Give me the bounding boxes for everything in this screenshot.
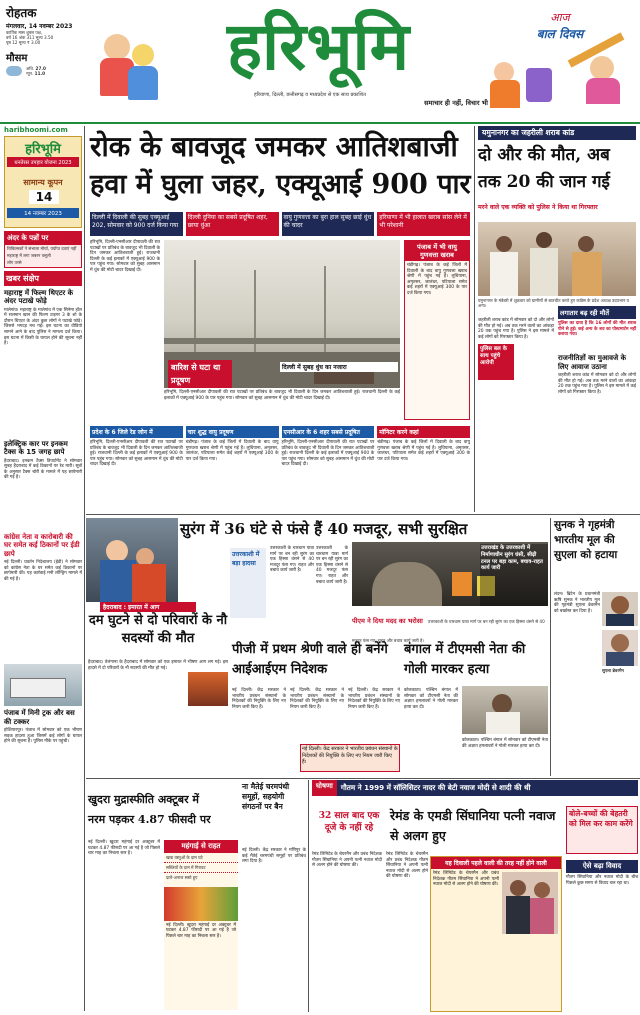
sunak-divider	[550, 518, 551, 776]
row-2-divider	[86, 514, 640, 515]
inflation-headline-line-2: नरम पड़कर 4.87 फीसदी पर	[88, 813, 211, 826]
left-column	[4, 126, 82, 1011]
lead-subheads	[90, 212, 470, 236]
vegetables-photo	[164, 887, 238, 921]
accident-body: होशियारपुर। पंजाब में सोमवार को एक भीषण सड़क हादसा हुआ जिसमें कई लोगों के घायल होने की सूचना है। पुलिस मौके पर पहुंची।	[4, 728, 82, 745]
promo-date: 14 नवम्बर 2023	[7, 208, 79, 218]
brief-1-body: मालेगांव। महाराष्ट्र के मालेगांव में एक सिनेमा हॉल में सलमान खान की फिल्म टाइगर 3 के शो के दौरान थिएटर के अंदर कुछ लोगों ने पटाखे फोड़े। जिससे भगदड़ मच गई। इस घटना का वीडियो सामने आने के बाद पुलिस ने मामला दर्ज किया। इस घटना में किसी के घायल होने की सूचना नहीं है।	[4, 307, 82, 347]
lead-caption-text: हरिभूमि, दिल्ली-एनसीआर दीपावली की रात पटाखों पर प्रतिबंध के बावजूद भी दिवाली के दिन जमकर आतिशबाजी हुई। राजधानी दिल्ली के कई इलाकों में एक्यूआई 900 के पार पहुंच गया। सोमवार को सुबह आसमान में धुंध की मोटी चादर दिखाई दी।	[164, 390, 400, 401]
masthead-divider	[0, 122, 640, 124]
strip-body-1: हरिभूमि, दिल्ली-एनसीआर दीपावली की रात पटाखों पर प्रतिबंध के बावजूद भी दिवाली के दिन जमकर आतिशबाजी हुई। राजधानी दिल्ली के कई इलाकों में एक्यूआई 900 के पार पहुंच गया। सोमवार को सुबह आसमान में धुंध की मोटी चादर दिखाई दी।	[90, 440, 183, 468]
tunnel-photo-label: उत्तराखंड के उत्तरकाशी में निर्माणाधीन सुरंग धंसी, सीढ़ी टनल पर बड़ा काम, बचाव-राहत कार्य जारी	[480, 544, 548, 606]
lead-headline-line-2[interactable]: हवा में घुला जहर, एक्यूआई 900 पार	[90, 169, 471, 200]
lead-subhead-2: दिल्ली दुनिया का सबसे प्रदूषित शहर, छाया धुंआ	[186, 212, 279, 236]
suella-photo	[602, 630, 638, 666]
index-item[interactable]: महाराष्ट्र में लगा जबरन वसूली	[7, 253, 51, 259]
punjab-box-title[interactable]: पंजाब में भी वायु गुणवत्ता खराब	[405, 241, 469, 261]
hooch-photo	[478, 222, 636, 296]
sunak-photo	[602, 592, 638, 626]
brief-1-headline[interactable]: महाराष्ट्र में फिल्म थिएटर के अंदर पटाखे फोड़े	[4, 288, 74, 306]
bal-body: गौतम सिंघानिया और नवाज मोदी के बीच पिछले कुछ समय से विवाद चल रहा था।	[566, 875, 638, 886]
hooch-side-head-2: राजनीतिज्ञों का मुआवजे के लिए आवाज उठाना	[558, 354, 626, 371]
bengal-body: कोलकाता। पश्चिम बंगाल में सोमवार को टीएमसी नेता की अज्ञात हमलावरों ने गोली मारकर हत्या कर दी।	[404, 688, 458, 710]
manipur-headline[interactable]: ना मैतेई चरमपंथी समूहों, सहयोगी संगठनों पर बैन	[242, 782, 290, 811]
row-3-divider	[86, 778, 640, 779]
temp-min: 11.0	[34, 70, 46, 76]
misc-info-2: वर्ष 16 अंक 311 मूल्य 3.50	[6, 35, 54, 41]
lead-strip-col-3	[282, 426, 375, 512]
tunnel-body-2: उत्तरकाशी के चारधाम यात्रा मार्ग पर बन रही सुरंग का एक हिस्सा धंसने से 40 मजदूर फंस गए। राहत और बचाव कार्य जारी है।	[316, 546, 348, 585]
lead-strip-col-2	[186, 426, 279, 512]
left-col-divider	[84, 126, 85, 1011]
promo-box	[4, 136, 82, 228]
hooch-subhead: मरने वाले एक व्यक्ति को पुलिस ने किया था गिरफ्तार	[478, 204, 598, 211]
childrens-day-line-1: आज	[550, 11, 570, 24]
manipur-body: नई दिल्ली। केंद्र सरकार ने मणिपुर के कई मैतेई चरमपंथी समूहों पर प्रतिबंध लगा दिया है।	[242, 848, 306, 865]
bal-headline[interactable]: बोले-बच्चों की बेहतरी को मिल कर काम करेंगे	[569, 809, 633, 828]
raymond-body-1: रेमंड लिमिटेड के चेयरमैन और प्रबंध निदेशक गौतम सिंघानिया ने अपनी पत्नी नवाज मोदी से अलग होने की घोषणा की।	[312, 852, 382, 869]
hooch-side-head: लगातार बढ़ रही मौतें	[558, 306, 636, 319]
kids-illustration-right	[488, 58, 560, 110]
tunnel-side-label-text: उत्तरकाशी में बड़ा हादसा	[232, 551, 260, 567]
hooch-body: जहरीली शराब कांड में सोमवार को दो और लोगों की मौत हो गई। अब तक मरने वालों का आंकड़ा 20 तक पहुंच गया है। पुलिस ने इस मामले में कई लोगों को गिरफ्तार किया है।	[478, 318, 554, 340]
punjab-box	[404, 240, 470, 420]
lead-headline	[90, 128, 470, 210]
inflation-box-body: नई दिल्ली। खुदरा महंगाई दर अक्टूबर में घटकर 4.87 फीसदी पर आ गई है जो पिछले चार माह का निचला स्तर है।	[166, 922, 236, 939]
pg-note-box: नई दिल्ली। केंद्र सरकार ने भारतीय प्रबंधन संस्थानों के निदेशकों की नियुक्ति के लिए नए नियम जारी किए हैं।	[300, 744, 400, 772]
gautam-strip-headline[interactable]: गौतम ने 1999 में सॉलिसिटर नादर की बेटी नवाज मोदी से शादी की थी	[340, 783, 531, 792]
hooch-side-body-2: जहरीली शराब कांड में सोमवार को दो और लोगों की मौत हो गई। अब तक मरने वालों का आंकड़ा 20 तक पहुंच गया है। पुलिस ने इस मामले में कई लोगों को गिरफ्तार किया है।	[558, 373, 636, 395]
misc-info-3: पृष्ठ 12 मूल्य ₹ 3.00	[6, 40, 41, 46]
promo-coupon: सामान्य कूपन	[23, 178, 63, 187]
gautam-tag: घोषणा	[312, 780, 337, 796]
promo-title: हरिभूमि	[25, 142, 61, 157]
accident-headline[interactable]: पंजाब में मिनी ट्रक और बस की टक्कर	[4, 709, 75, 726]
raymond-quote-box	[430, 856, 562, 1012]
bottom-col-divider	[308, 780, 309, 1012]
lead-strip-col-1	[90, 426, 183, 512]
index-item[interactable]: चिकित्सकों ने संभाला मोर्चा, पर्याप्त दवाएं नहीं	[7, 246, 77, 251]
temp-max-label: अधि.	[26, 65, 35, 71]
brief-3-headline[interactable]: कांग्रेस नेता व कारोबारी की घर समेत कई ठिकानों पर ईडी छापे	[4, 532, 80, 558]
childrens-day-line-2: बाल दिवस	[536, 27, 584, 41]
playground-illustration	[560, 36, 638, 106]
punjab-box-body: चंडीगढ़। पंजाब के कई जिलों में दिवाली के बाद वायु गुणवत्ता खराब श्रेणी में पहुंच गई है। लुधियाना, अमृतसर, जालंधर, पटियाला समेत कई शहरों में एक्यूआई 300 के पार दर्ज किया गया।	[407, 263, 467, 296]
news-brief-title: खबर संक्षेप	[4, 271, 82, 286]
hyderabad-body: हैदराबाद। तेलंगाना के हैदराबाद में सोमवार को एक इमारत में भीषण आग लग गई। इस हादसे में दो परिवारों के नौ सदस्यों की मौत हो गई।	[88, 660, 228, 671]
bengal-photo	[462, 686, 548, 734]
bal-dispute-box	[566, 860, 638, 1012]
raymond-headline[interactable]: रेमंड के एमडी सिंघानिया पत्नी नवाज से अलग हुए	[390, 808, 556, 843]
inflation-box-item: दालें-अनाज सस्ते हुए	[166, 875, 198, 881]
lead-subhead-4: हरियाणा में भी हालात खराब सांस लेने में भी परेशानी	[377, 212, 470, 236]
raymond-quote-body: रेमंड लिमिटेड के चेयरमैन और प्रबंध निदेशक गौतम सिंघानिया ने अपनी पत्नी नवाज मोदी से अलग होने की घोषणा की।	[433, 871, 499, 888]
lead-strip	[90, 426, 470, 512]
sunak-body: लंदन। ब्रिटेन के प्रधानमंत्री ऋषि सुनक ने भारतीय मूल की गृहमंत्री सुएला ब्रेवरमैन को बर्खास्त कर दिया है।	[554, 592, 600, 614]
brief-2-headline[interactable]: इलेक्ट्रिक कार पर इनकम टैक्स के 15 जगह छापे	[4, 439, 68, 457]
kids-illustration-left	[92, 30, 162, 110]
pg-body-2: नई दिल्ली। केंद्र सरकार ने भारतीय प्रबंधन संस्थानों के निदेशकों की नियुक्ति के लिए नए नियम जारी किए हैं।	[290, 688, 344, 710]
index-title: अंदर के पन्नों पर	[5, 232, 81, 245]
weather-label: मौसम	[6, 52, 28, 64]
pg-body-1: नई दिल्ली। केंद्र सरकार ने भारतीय प्रबंधन संस्थानों के निदेशकों की नियुक्ति के लिए नए नियम जारी किए हैं।	[232, 688, 286, 710]
strip-title-2: चार शुद्ध वायु प्रदूषण	[186, 426, 279, 438]
gautam-side-headline: 32 साल बाद एक दूजे के नहीं रहे	[318, 811, 380, 833]
temp-min-label: न्यून.	[26, 70, 34, 76]
lead-photo-caption: दिल्ली में सुबह धुंध का नजारा	[280, 362, 398, 372]
strip-title-3: एनसीआर के 6 शहर सबसे प्रदूषित	[282, 426, 375, 438]
hooch-side-body: पुलिस का दावा है कि 16 लोगों की मौत शराब पीने से हुई। कई अन्य के शव का पोस्टमार्टम नहीं कराया गया।	[558, 321, 636, 338]
tunnel-caption-title: पीएम ने दिया मदद का भरोसा	[352, 617, 423, 625]
index-box	[4, 231, 82, 268]
hyderabad-headline[interactable]: दम घुटने से दो परिवारों के नौ सदस्यों की मौत	[88, 613, 228, 646]
brief-3-body: नई दिल्ली। प्रवर्तन निदेशालय (ईडी) ने सोमवार को कांग्रेस नेता के घर समेत कई ठिकानों पर छापेमारी की। यह कार्रवाई मनी लॉन्ड्रिंग मामले में की गई है।	[4, 560, 82, 582]
bus-accident-photo	[4, 664, 82, 706]
lead-headline-line-1[interactable]: रोक के बावजूद जमकर आतिशबाजी	[90, 130, 458, 163]
lead-inset-label: बारिश से घटा था प्रदूषण	[168, 360, 232, 388]
inflation-headline-line-1: खुदरा मुद्रास्फीति अक्टूबर में	[88, 793, 199, 806]
strip-body-2: चंडीगढ़। पंजाब के कई जिलों में दिवाली के बाद वायु गुणवत्ता खराब श्रेणी में पहुंच गई है। लुधियाना, अमृतसर, जालंधर, पटियाला समेत कई शहरों में एक्यूआई 300 के पार दर्ज किया गया।	[185, 440, 279, 462]
tunnel-body-1: उत्तरकाशी के चारधाम यात्रा मार्ग पर बन रही सुरंग का एक हिस्सा धंसने से 40 मजदूर फंस गए। राहत और बचाव कार्य जारी है।	[270, 546, 314, 574]
singhania-couple-photo	[502, 872, 558, 934]
hyderabad-tag: हैदराबाद : इमारत में आग	[100, 602, 196, 612]
lead-strip-col-4	[377, 426, 470, 512]
cloud-icon	[6, 66, 22, 76]
bengal-body-2: कोलकाता। पश्चिम बंगाल में सोमवार को टीएमसी नेता की अज्ञात हमलावरों ने गोली मारकर हत्या कर दी।	[462, 738, 548, 749]
tunnel-side-label	[230, 548, 266, 618]
site-url[interactable]: haribhoomi.com	[4, 126, 68, 134]
temp-max: 27.0	[35, 65, 46, 71]
hooch-caption: यमुनानगर के मंडेबरी में शुक्रवार को ग्रामीणों से बातचीत करते हुए कांग्रेस के प्रदेश अध्यक्ष उदयभान व अन्य।	[478, 298, 629, 309]
inflation-box-title: महंगाई से राहत	[164, 840, 238, 853]
inflation-box	[164, 840, 238, 1010]
hooch-kicker: यमुनानगर का जहरीली शराब कांड	[478, 126, 636, 140]
strip-title-4: मॉनिटर करने कहां	[377, 426, 470, 438]
hyderabad-photo	[86, 518, 178, 602]
weather-row	[6, 66, 106, 76]
city-name: रोहतक	[6, 6, 37, 20]
promo-number: 14	[29, 190, 59, 204]
brief-2-body: हैदराबाद। इनकम टैक्स डिपार्टमेंट ने सोमवार सुबह हैदराबाद में कई ठिकानों पर रेड मारी। सूत्रों के अनुसार टैक्स चोरी के मामले में यह छापेमारी की गई है।	[4, 458, 82, 481]
bal-sub-head: ऐसे बढ़ा विवाद	[566, 860, 638, 873]
promo-subtitle: धनतेरस उपहार योजना 2023	[7, 157, 79, 167]
sunak-headline[interactable]: सुनक ने गृहमंत्री भारतीय मूल की सुएला को हटाया	[554, 519, 618, 561]
lead-body: हरिभूमि, दिल्ली-एनसीआर दीपावली की रात पटाखों पर प्रतिबंध के बावजूद भी दिवाली के दिन जमकर आतिशबाजी हुई। राजधानी दिल्ली के कई इलाकों में एक्यूआई 900 के पार पहुंच गया। सोमवार को सुबह आसमान में धुंध की मोटी चादर दिखाई दी।	[90, 240, 160, 273]
pg-headline[interactable]: पीजी में प्रथम श्रेणी वाले ही बनेंगे आईआईएम निदेशक	[232, 642, 388, 677]
index-item[interactable]: लोग तरसे	[7, 260, 22, 266]
hooch-quote-box: पुलिस बल के साथ पहुंचे आरोपी	[478, 344, 514, 380]
hooch-headline[interactable]: दो और की मौत, अब तक 20 की जान गई	[478, 145, 610, 192]
inflation-box-item: खाद्य वस्तुओं के दाम घटे	[164, 853, 238, 863]
inflation-headline[interactable]	[88, 790, 238, 834]
strip-title-1: प्रदेश के 6 जिले रेड जोन में	[90, 426, 183, 438]
inflation-body-1: नई दिल्ली। खुदरा महंगाई दर अक्टूबर में घटकर 4.87 फीसदी पर आ गई है जो पिछले चार माह का निचला स्तर है।	[88, 840, 160, 857]
masthead	[0, 0, 640, 122]
tunnel-caption	[352, 608, 548, 643]
lead-right-divider	[474, 126, 475, 512]
bengal-headline[interactable]: बंगाल में टीएमसी नेता की गोली मारकर हत्या	[404, 642, 526, 677]
raymond-body-2: रेमंड लिमिटेड के चेयरमैन और प्रबंध निदेशक गौतम सिंघानिया ने अपनी पत्नी नवाज मोदी से अलग होने की घोषणा की।	[386, 852, 428, 880]
lead-subhead-3: वायु गुणवत्ता का बुरा हाल सुबह छाई धुंध की चादर	[282, 212, 375, 236]
lead-subhead-1: दिल्ली में दिवाली की सुबह एक्यूआई 202, सोमवार को 900 दर्ज किया गया	[90, 212, 183, 236]
bal-headline-box	[566, 806, 638, 854]
hyderabad-fire-photo	[188, 672, 228, 706]
strip-body-3: हरिभूमि, दिल्ली-एनसीआर दीपावली की रात पटाखों पर प्रतिबंध के बावजूद भी दिवाली के दिन जमकर आतिशबाजी हुई। राजधानी दिल्ली के कई इलाकों में एक्यूआई 900 के पार पहुंच गया। सोमवार को सुबह आसमान में धुंध की मोटी चादर दिखाई दी।	[281, 440, 375, 468]
tunnel-caption-text: उत्तरकाशी के चारधाम यात्रा मार्ग पर बन रही सुरंग का एक हिस्सा धंसने से 40 मजदूर फंस गए। राहत और बचाव कार्य जारी है।	[352, 619, 545, 643]
raymond-quote-title: यह दिवाली पहले वाली की तरह नहीं होने वाली	[431, 857, 561, 869]
tunnel-headline[interactable]: सुरंग में 36 घंटे से फंसे हैं 40 मजदूर, सभी सुरक्षित	[180, 520, 468, 538]
inflation-box-item: सब्जियों के दाम में गिरावट	[164, 863, 238, 873]
gautam-strip	[312, 780, 638, 796]
slogan: समाचार ही नहीं, विचार भी	[424, 99, 488, 107]
strip-body-4: चंडीगढ़। पंजाब के कई जिलों में दिवाली के बाद वायु गुणवत्ता खराब श्रेणी में पहुंच गई है। लुधियाना, अमृतसर, जालंधर, पटियाला समेत कई शहरों में एक्यूआई 300 के पार दर्ज किया गया।	[377, 440, 470, 462]
misc-info-1: कार्तिक मास शुक्ल पक्ष,	[6, 30, 43, 35]
masthead-left-info	[6, 4, 106, 104]
suella-caption: सुएला ब्रेवरमैन	[602, 668, 624, 673]
logo-wordmark: हरिभूमि	[226, 8, 410, 85]
hooch-side-box	[558, 306, 636, 512]
tagline: हरियाणा, दिल्ली, छत्तीसगढ़ व मध्यप्रदेश से एक साथ प्रकाशित	[254, 92, 366, 98]
pg-body-3: नई दिल्ली। केंद्र सरकार ने भारतीय प्रबंधन संस्थानों के निदेशकों की नियुक्ति के लिए नए नियम जारी किए हैं।	[348, 688, 400, 710]
date-line: मंगलवार, 14 नवम्बर 2023	[6, 23, 73, 30]
